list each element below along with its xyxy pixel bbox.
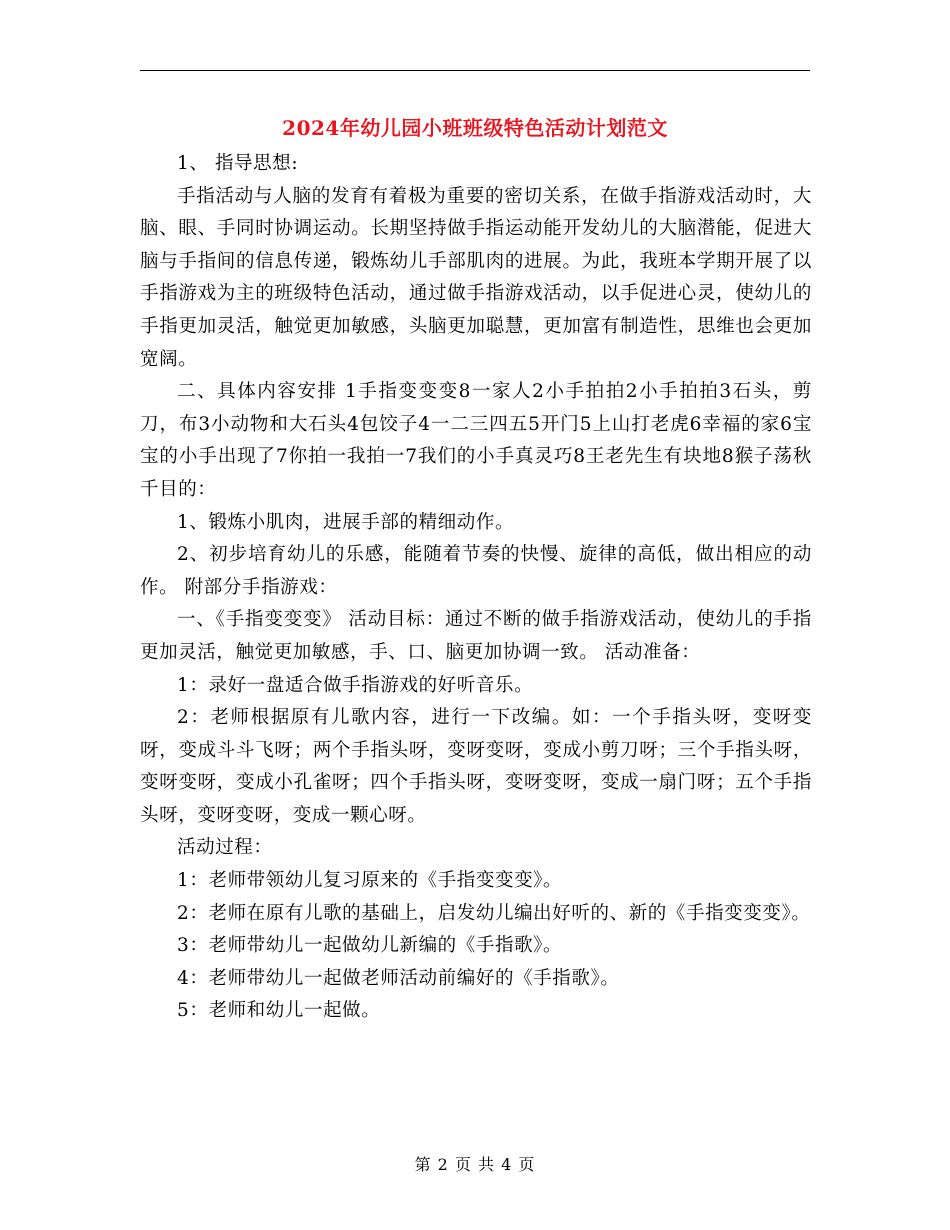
header-rule (140, 70, 810, 71)
paragraph: 4：老师带幼儿一起做老师活动前编好的《手指歌》。 (177, 967, 620, 989)
paragraph: 一、《手指变变变》 活动目标：通过不断的做手指游戏活动，使幼儿的手指更加灵活，触觉更加敏感，手、口、脑更加协调一致。 活动准备： (140, 609, 812, 663)
paragraph: 活动过程： (177, 837, 273, 859)
paragraph: 5：老师和幼儿一起做。 (177, 1000, 381, 1022)
paragraph: 1、 指导思想: (177, 153, 299, 174)
paragraph: 2：老师在原有儿歌的基础上，启发幼儿编出好听的、新的《手指变变变》。 (177, 902, 811, 924)
document-body (140, 148, 812, 1028)
paragraph: 3：老师带幼儿一起做幼儿新编的《手指歌》。 (177, 935, 563, 957)
paragraph: 2：老师根据原有儿歌内容，进行一下改编。如：一个手指头呀，变呀变呀，变成斗斗飞呀；两个手指头呀，变呀变呀，变成小剪刀呀；三个手指头呀，变呀变呀，变成小孔雀呀；四个手指头呀，变呀变呀，变成一扇门呀；五个手指头呀，变呀变呀，变成一颗心呀。 (140, 707, 812, 826)
page-number-footer: 第 2 页 共 4 页 (414, 1155, 536, 1174)
paragraph: 2、初步培育幼儿的乐感，能随着节奏的快慢、旋律的高低，做出相应的动作。 附部分手指游戏： (140, 544, 812, 598)
paragraph: 1：老师带领幼儿复习原来的《手指变变变》。 (177, 870, 563, 892)
paragraph: 手指活动与人脑的发育有着极为重要的密切关系，在做手指游戏活动时，大脑、眼、手同时协调运动。长期坚持做手指运动能开发幼儿的大脑潜能，促进大脑与手指间的信息传递，锻炼幼儿手部肌肉的进展。为此，我班本学期开展了以手指游戏为主的班级特色活动，通过做手指游戏活动，以手促进心灵，使幼儿的手指更加灵活，触觉更加敏感，头脑更加聪慧，更加富有制造性，思维也会更加宽阔。 (140, 185, 812, 370)
paragraph: 1：录好一盘适合做手指游戏的好听音乐。 (177, 674, 534, 696)
document-title: 2024年幼儿园小班班级特色活动计划范文 (282, 116, 668, 140)
paragraph: 二、具体内容安排 1手指变变变8一家人2小手拍拍2小手拍拍3石头，剪刀，布3小动物和大石头4包饺子4一二三四五5开门5上山打老虎6幸福的家6宝宝的小手出现了7你拍一我拍一7我们的小手真灵巧8王老先生有块地8猴子荡秋千目的： (140, 381, 812, 500)
paragraph: 1、锻炼小肌肉，进展手部的精细动作。 (177, 511, 515, 533)
